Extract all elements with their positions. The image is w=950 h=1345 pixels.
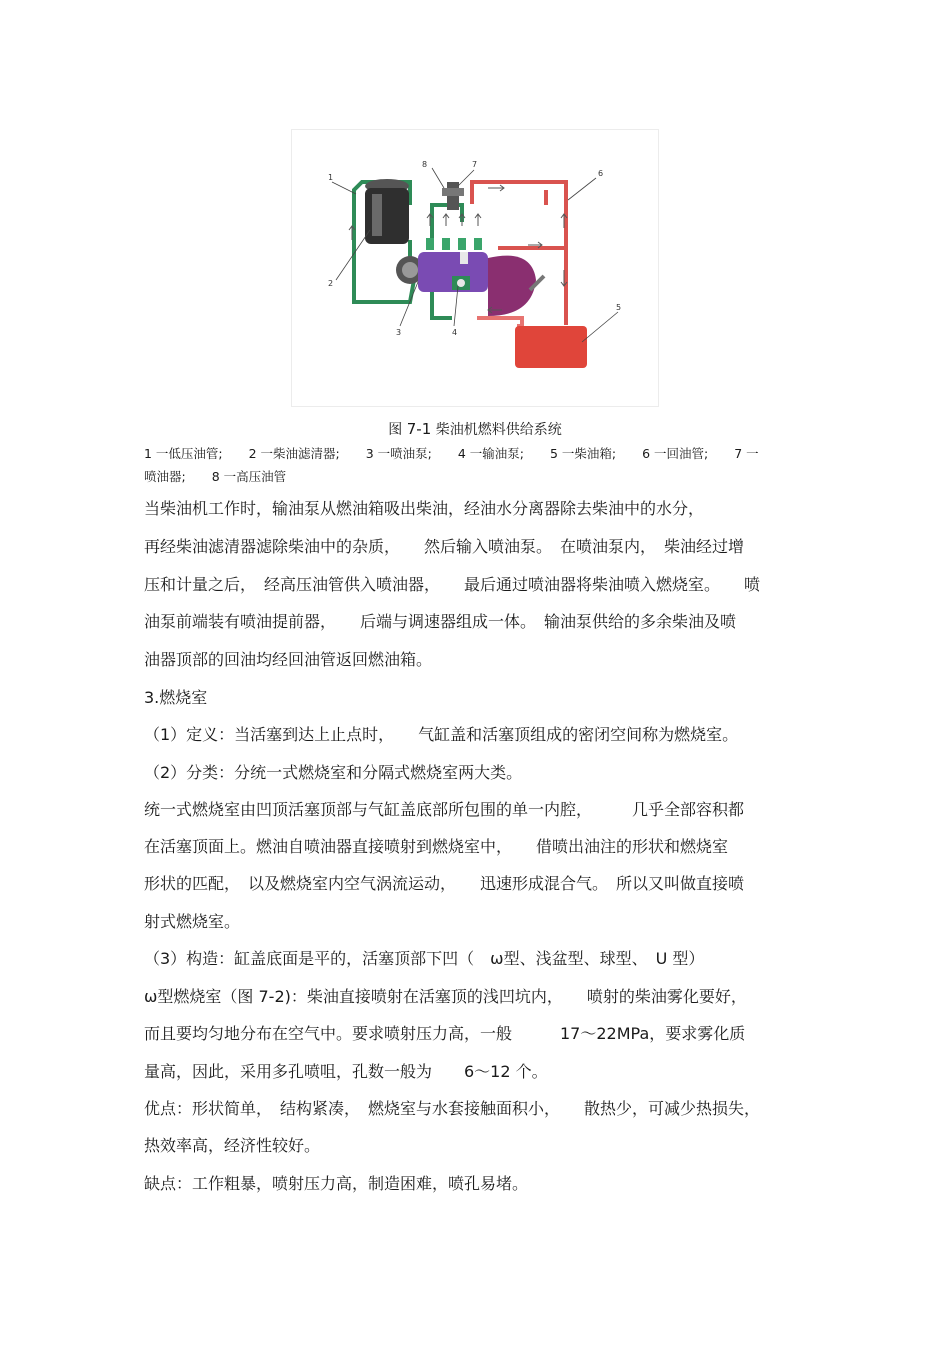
callout-5: 5: [616, 303, 622, 312]
callout-6: 6: [598, 169, 604, 178]
fuel-system-diagram: [291, 129, 659, 407]
legend-item: 3 一喷油泵;: [365, 446, 432, 461]
paragraph-line: 压和计量之后， 经高压油管供入喷油器， 最后通过喷油器将柴油喷入燃烧室。 喷: [144, 575, 761, 594]
callout-4: 4: [452, 328, 458, 337]
legend-item: 4 一输油泵;: [457, 446, 525, 461]
figure-caption: 图 7-1 柴油机燃料供给系统: [388, 420, 562, 438]
legend-item: 8 一高压油管: [211, 469, 287, 484]
legend-item: 1 一低压油管;: [144, 446, 223, 461]
pros-line: 优点：形状简单， 结构紧凑， 燃烧室与水套接触面积小， 散热少，可减少热损失，: [144, 1099, 761, 1118]
paragraph-line: 形状的匹配， 以及燃烧室内空气涡流运动， 迅速形成混合气。 所以又叫做直接喷: [144, 874, 745, 893]
classification-line: （2）分类：分统一式燃烧室和分隔式燃烧室两大类。: [144, 763, 523, 782]
paragraph-line: 射式燃烧室。: [144, 912, 241, 931]
paragraph-line: 统一式燃烧室由凹顶活塞顶部与气缸盖底部所包围的单一内腔， 几乎全部容积都: [144, 800, 745, 819]
high-pressure-stubs: [426, 238, 482, 250]
paragraph-line: 油泵前端装有喷油提前器， 后端与调速器组成一体。 输油泵供给的多余柴油及喷: [144, 612, 737, 631]
legend-item: 喷油器;: [144, 469, 186, 484]
paragraph-line: 在活塞顶面上。燃油自喷油器直接喷射到燃烧室中， 借喷出油注的形状和燃烧室: [144, 837, 729, 856]
fuel-tank: [515, 326, 587, 368]
paragraph-line: ω型燃烧室（图 7-2)：柴油直接喷射在活塞顶的浅凹坑内， 喷射的柴油雾化要好，: [144, 987, 747, 1006]
injection-pump: [418, 252, 544, 316]
section-heading: 3.燃烧室: [144, 688, 208, 707]
callout-1: 1: [328, 173, 334, 182]
paragraph-line: 再经柴油滤清器滤除柴油中的杂质， 然后输入喷油泵。 在喷油泵内， 柴油经过增: [144, 537, 745, 556]
diesel-filter: [365, 179, 409, 244]
callout-7: 7: [472, 160, 478, 169]
figure-legend-line-2: [144, 466, 806, 488]
legend-item: 2 一柴油滤清器;: [248, 446, 340, 461]
callout-3: 3: [396, 328, 402, 337]
legend-item: 6 一回油管;: [642, 446, 709, 461]
definition-line: （1）定义：当活塞到达上止点时， 气缸盖和活塞顶组成的密闭空间称为燃烧室。: [144, 725, 739, 744]
paragraph-line: 而且要均匀地分布在空气中。要求喷射压力高，一般 17～22MPa，要求雾化质: [144, 1024, 746, 1043]
callout-2: 2: [328, 279, 334, 288]
legend-item: 7 一: [734, 446, 759, 461]
figure-legend-line-1: [144, 443, 806, 465]
paragraph-line: 量高，因此，采用多孔喷咀，孔数一般为 6～12 个。: [144, 1062, 548, 1081]
cons-line: 缺点：工作粗暴，喷射压力高，制造困难，喷孔易堵。: [144, 1174, 529, 1193]
pros-line: 热效率高，经济性较好。: [144, 1136, 321, 1155]
paragraph-line: 当柴油机工作时，输油泵从燃油箱吸出柴油，经油水分离器除去柴油中的水分，: [144, 499, 705, 518]
callout-8: 8: [422, 160, 428, 169]
structure-line: （3）构造：缸盖底面是平的，活塞顶部下凹（ ω型、浅盆型、球型、 U 型）: [144, 949, 705, 968]
paragraph-line: 油器顶部的回油均经回油管返回燃油箱。: [144, 650, 433, 669]
legend-item: 5 一柴油箱;: [550, 446, 617, 461]
